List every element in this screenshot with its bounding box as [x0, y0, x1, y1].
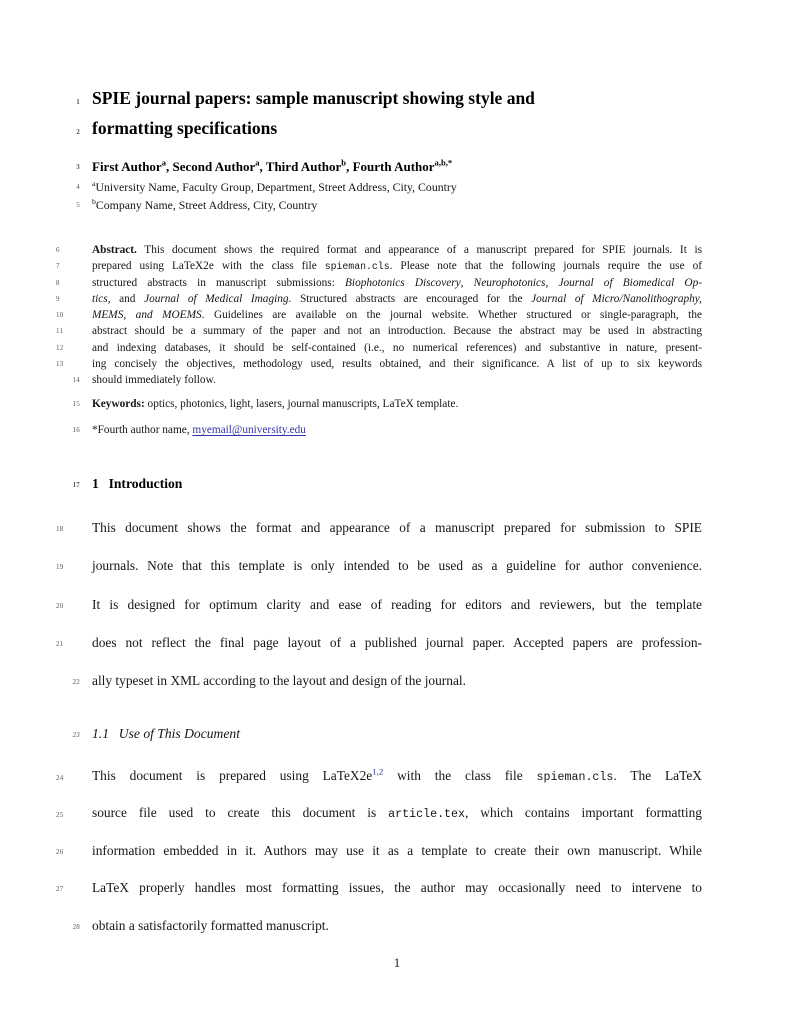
journal-name: Journal of Micro/Nanolithography, — [531, 293, 702, 305]
body-text: source file used to create this document is — [92, 805, 389, 820]
line-number: 3 — [76, 163, 80, 172]
keywords-text: optics, photonics, light, lasers, journal manuscripts, LaTeX template. — [144, 398, 459, 410]
line-number: 25 — [56, 810, 64, 819]
abstract-line — [56, 342, 702, 356]
author-name: , Third Author — [259, 159, 342, 174]
body-line — [56, 597, 702, 613]
abstract-text: , and — [107, 293, 145, 305]
line-number: 26 — [56, 847, 64, 856]
line-number: 8 — [56, 279, 60, 288]
abstract-text: , — [460, 277, 474, 289]
abstract-line — [56, 260, 703, 274]
abstract-line — [56, 325, 702, 339]
abstract-line — [56, 309, 702, 323]
body-line — [56, 843, 702, 859]
abstract-text: structured abstracts in manuscript submissions: — [92, 277, 346, 289]
body-text: information embedded in it. Authors may use it as a template to create their own manuscript. While — [92, 843, 702, 858]
line-number: 2 — [76, 127, 80, 136]
line-number: 11 — [56, 327, 64, 336]
body-line — [72, 673, 702, 689]
body-text: This document shows the format and appearance of a manuscript prepared for submission to SPIE — [92, 520, 702, 535]
journal-name: Journal of Biomedical Op- — [558, 277, 702, 289]
author-affil-marker: a — [255, 157, 260, 168]
author-affil-marker: a,b,* — [434, 157, 453, 168]
line-number: 7 — [56, 262, 60, 271]
section-number: 1 — [92, 476, 99, 491]
affiliation-text: Company Name, Street Address, City, Country — [95, 198, 318, 212]
email-link[interactable]: myemail@university.edu — [192, 424, 306, 436]
body-text: It is designed for optimum clarity and ease of reading for editors and reviewers, but the template — [92, 597, 702, 612]
line-number: 12 — [56, 344, 64, 353]
body-line — [56, 805, 702, 822]
line-number: 20 — [56, 601, 64, 610]
line-number: 27 — [56, 884, 64, 893]
correspondence-line — [72, 424, 702, 438]
line-number: 6 — [56, 246, 60, 255]
paper-title-line-2 — [76, 118, 702, 139]
code-filename: spieman.cls — [324, 261, 390, 272]
affil-marker: a — [92, 179, 96, 189]
line-number: 21 — [56, 639, 64, 648]
abstract-text: . Guidelines are available on the journal website. Whether structured or single-paragraph, the — [201, 309, 702, 321]
line-number: 23 — [72, 731, 80, 740]
section-title: Introduction — [108, 476, 183, 491]
abstract-line — [56, 358, 702, 372]
line-number: 10 — [56, 311, 64, 320]
line-number: 16 — [72, 426, 80, 435]
line-number: 22 — [72, 677, 80, 686]
affiliation-line — [76, 197, 702, 212]
line-number: 18 — [56, 524, 64, 533]
body-text: , which contains important formatting — [465, 805, 702, 820]
abstract-label: Abstract. — [92, 244, 137, 256]
affiliation-text: University Name, Faculty Group, Department, Street Address, City, Country — [95, 180, 457, 194]
body-line — [56, 635, 702, 651]
authors-line — [76, 157, 702, 175]
author-name: , Fourth Author — [346, 159, 435, 174]
line-number: 14 — [72, 376, 80, 385]
subsection-title: Use of This Document — [118, 726, 240, 741]
abstract-text: abstract should be a summary of the paper and not an introduction. Because the abstract may be used in abstracting — [92, 325, 702, 337]
line-number: 4 — [76, 182, 80, 191]
paper-title-text: formatting specifications — [92, 118, 278, 138]
citation-link[interactable]: 1,2 — [372, 766, 384, 777]
abstract-text: prepared using LaTeX2e with the class file — [92, 260, 325, 272]
abstract-text: should immediately follow. — [92, 374, 216, 386]
author-affil-marker: a — [161, 157, 166, 168]
body-text: LaTeX properly handles most formatting issues, the author may occasionally need to intervene to — [92, 880, 702, 895]
code-filename: spieman.cls — [536, 771, 614, 784]
line-number: 19 — [56, 562, 64, 571]
line-number: 1 — [76, 97, 80, 106]
line-number: 5 — [76, 200, 80, 209]
paper-title-line-1 — [76, 88, 702, 109]
journal-name: MEMS, and MOEMS — [92, 309, 202, 321]
abstract-text: . Structured abstracts are encouraged for the — [288, 293, 532, 305]
subsection-number: 1.1 — [92, 726, 109, 741]
author-affil-marker: b — [341, 157, 347, 168]
line-number: 15 — [72, 400, 80, 409]
journal-name: tics — [92, 293, 108, 305]
line-number: 9 — [56, 295, 60, 304]
body-text: with the class file — [383, 768, 537, 783]
correspondence-text: *Fourth author name, — [92, 424, 193, 436]
body-line — [56, 766, 702, 785]
affiliation-line — [76, 179, 702, 194]
author-name: First Author — [92, 159, 162, 174]
author-name: , Second Author — [166, 159, 256, 174]
abstract-line — [56, 244, 702, 258]
line-number: 28 — [72, 922, 80, 931]
paper-title-text: SPIE journal papers: sample manuscript showing style and — [92, 88, 535, 108]
keywords-label: Keywords: — [92, 398, 145, 410]
section-heading-introduction — [72, 476, 702, 493]
line-number: 24 — [56, 773, 64, 782]
body-text: ally typeset in XML according to the layout and design of the journal. — [92, 673, 466, 688]
body-text: journals. Note that this template is only intended to be used as a guideline for author convenience. — [92, 558, 702, 573]
body-text: obtain a satisfactorily formatted manuscript. — [92, 918, 329, 933]
abstract-line — [56, 293, 702, 307]
body-text: This document is prepared using LaTeX2e — [92, 768, 373, 783]
body-line — [56, 558, 702, 574]
abstract-text: , — [545, 277, 559, 289]
abstract-text: This document shows the required format and appearance of a manuscript prepared for SPIE journals. It is — [136, 244, 702, 256]
body-line — [56, 520, 702, 536]
abstract-text: . Please note that the following journals require the use of — [389, 260, 703, 272]
journal-name: Journal of Medical Imaging — [144, 293, 289, 305]
journal-name: Biophotonics Discovery — [345, 277, 461, 289]
affil-marker: b — [92, 197, 96, 207]
body-text: does not reflect the final page layout of a published journal paper. Accepted papers are profession- — [92, 635, 702, 650]
subsection-heading-use-of-this-document — [72, 726, 702, 743]
line-number: 17 — [72, 481, 80, 490]
abstract-text: ing concisely the objectives, methodology used, results obtained, and their significance. A list of up to six keywords — [92, 358, 702, 370]
abstract-line — [56, 277, 702, 291]
abstract-text: and indexing databases, it should be self-contained (i.e., no numerical references) and substantive in nature, present- — [92, 342, 702, 354]
code-filename: article.tex — [388, 808, 466, 821]
abstract-line — [72, 374, 702, 388]
body-text: . The LaTeX — [613, 768, 702, 783]
keywords-line — [72, 398, 702, 412]
body-line — [72, 918, 702, 934]
body-line — [56, 880, 702, 896]
journal-name: Neurophotonics — [473, 277, 546, 289]
line-number: 13 — [56, 360, 64, 369]
page-number: 1 — [393, 956, 401, 970]
